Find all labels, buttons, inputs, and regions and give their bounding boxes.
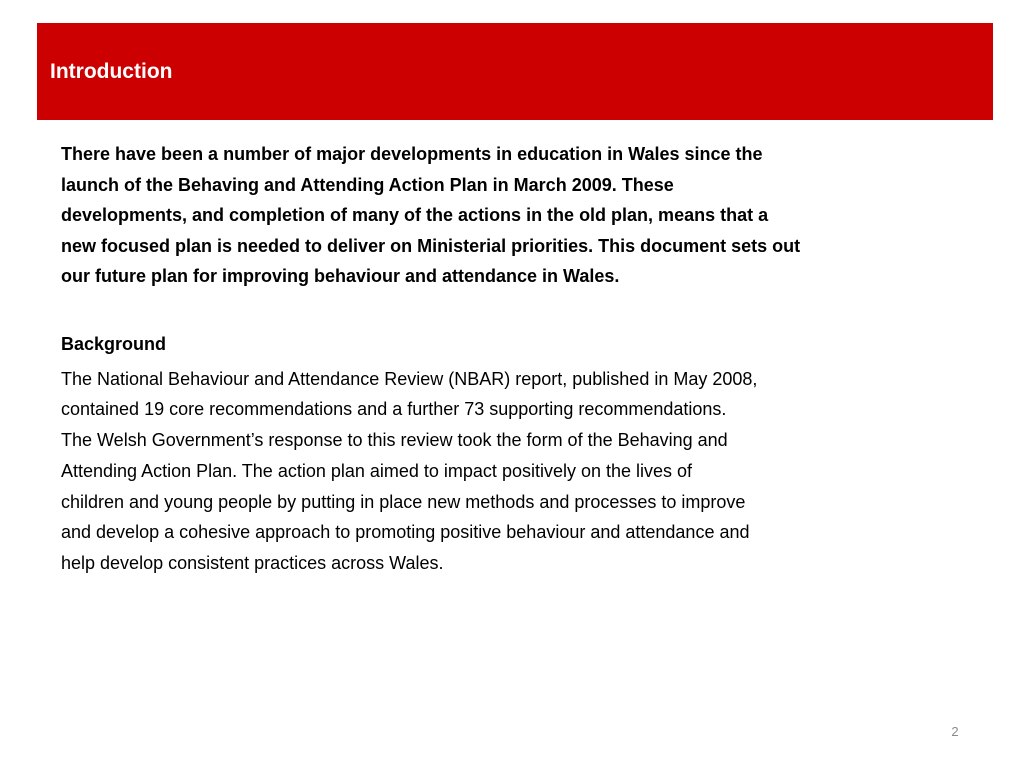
background-heading: Background bbox=[61, 333, 167, 354]
title-bar bbox=[37, 23, 993, 120]
page-number: 2 bbox=[951, 724, 959, 739]
slide-title: Introduction bbox=[50, 60, 173, 83]
intro-paragraph: There have been a number of major developments in education in Wales since the launch of the Behaving and Attending Action Plan in March 2009. These developments, and completion of many of the actions in the old plan, means that a new focused plan is needed to deliver on Ministerial priorities. This document sets out our future plan for improving behaviour and attendance in Wales. bbox=[61, 144, 801, 286]
slide-body bbox=[61, 139, 991, 579]
background-paragraph: The National Behaviour and Attendance Review (NBAR) report, published in May 2008, contained 19 core recommendations and a further 73 supporting recommendations. The Welsh Government’s response to this review took the form of the Behaving and Attending Action Plan. The action plan aimed to impact positively on the lives of children and young people by putting in place new methods and processes to improve and develop a cohesive approach to promoting positive behaviour and attendance and help develop consistent practices across Wales. bbox=[61, 368, 758, 574]
